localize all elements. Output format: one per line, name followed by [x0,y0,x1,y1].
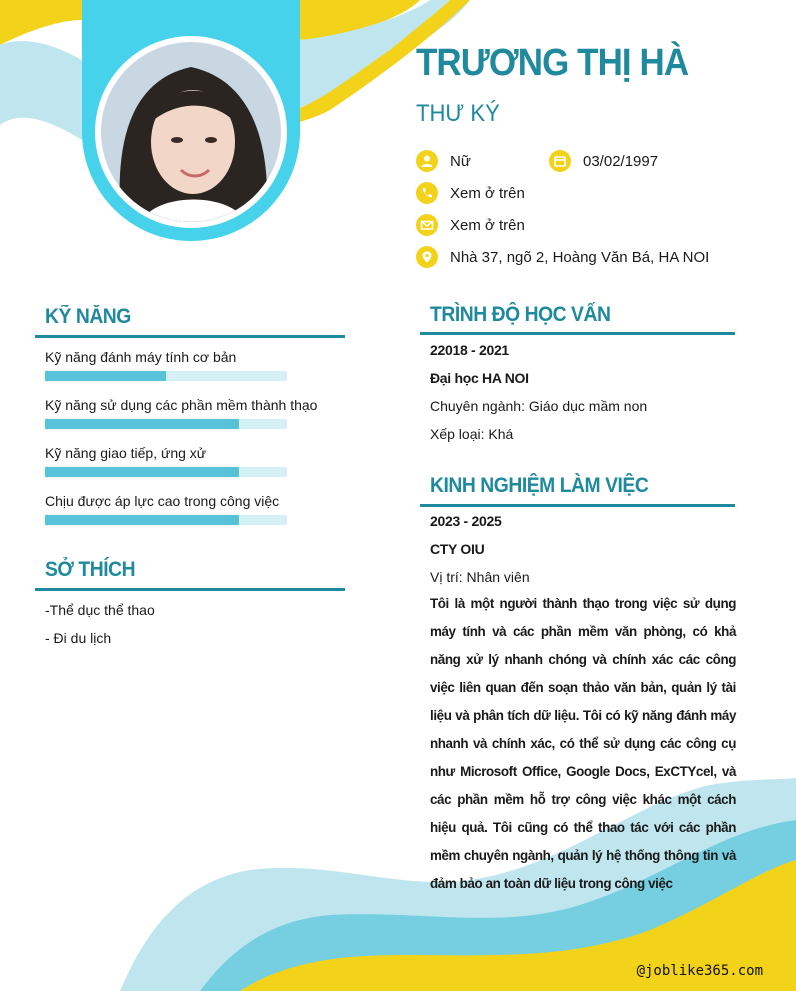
education-major: Chuyên ngành: Giáo dục mầm non [430,398,648,414]
experience-divider [420,504,735,507]
skill-bar [45,515,287,525]
email-value: Xem ở trên [450,216,525,234]
job-title: THƯ KÝ [416,100,500,127]
skill-bar-fill [45,371,166,381]
education-divider [420,332,735,335]
hobbies-heading: SỞ THÍCH [45,558,136,581]
experience-heading: KINH NGHIỆM LÀM VIỆC [430,474,649,497]
address-row [416,245,709,269]
phone-value: Xem ở trên [450,184,525,202]
skill-bar [45,467,287,477]
phone-row [416,181,525,205]
skill-label: Kỹ năng sử dụng các phần mềm thành thạo [45,397,318,413]
email-row [416,213,525,237]
skills-divider [35,335,345,338]
education-heading: TRÌNH ĐỘ HỌC VẤN [430,303,611,326]
skill-label: Kỹ năng giao tiếp, ứng xử [45,445,207,461]
profile-photo [95,36,287,228]
experience-position: Vị trí: Nhân viên [430,569,530,585]
hobby-item: -Thể dục thể thao [45,602,155,618]
location-pin-icon [416,246,438,268]
skills-heading: KỸ NĂNG [45,305,131,328]
gender-value: Nữ [450,152,471,170]
hobby-item: - Đi du lịch [45,630,112,646]
candidate-name: TRƯƠNG THỊ HÀ [416,42,689,84]
experience-description: Tôi là một người thành thạo trong việc sử dụng máy tính và các phần mềm văn phòng, có khả năng xử lý nhanh chóng và chính xác các công việc liên quan đến soạn thảo văn bản, quản lý tài liệu và phân tích dữ liệu. Tôi có kỹ năng đánh máy nhanh và chính xác, có thể sử dụng các công cụ như Microsoft Office, Google Docs, ExCTYcel, và các phần mềm hỗ trợ công việc khác một cách hiệu quả. Tôi cũng có thể thao tác với các phần mềm chuyên ngành, quản lý hệ thống thông tin và đảm bảo an toàn dữ liệu trong công việc [430,596,736,891]
experience-company: CTY OIU [430,541,485,557]
user-icon [416,150,438,172]
education-school: Đại học HA NOI [430,370,529,386]
skill-bar-fill [45,515,239,525]
skill-bar-fill [45,419,239,429]
birthdate-row [549,149,658,173]
birthdate-value: 03/02/1997 [583,152,659,170]
skill-bar-fill [45,467,239,477]
hobbies-divider [35,588,345,591]
calendar-icon [549,150,571,172]
experience-period: 2023 - 2025 [430,513,502,529]
mail-icon [416,214,438,236]
address-value: Nhà 37, ngõ 2, Hoàng Văn Bá, HA NOI [450,248,710,266]
watermark: @joblike365.com [636,963,763,979]
gender-row [416,149,471,173]
skill-bar [45,371,287,381]
skill-label: Chịu được áp lực cao trong công việc [45,493,280,509]
education-grade: Xếp loại: Khá [430,426,514,442]
education-period: 22018 - 2021 [430,342,509,358]
skill-bar [45,419,287,429]
skill-label: Kỹ năng đánh máy tính cơ bản [45,349,237,365]
phone-icon [416,182,438,204]
